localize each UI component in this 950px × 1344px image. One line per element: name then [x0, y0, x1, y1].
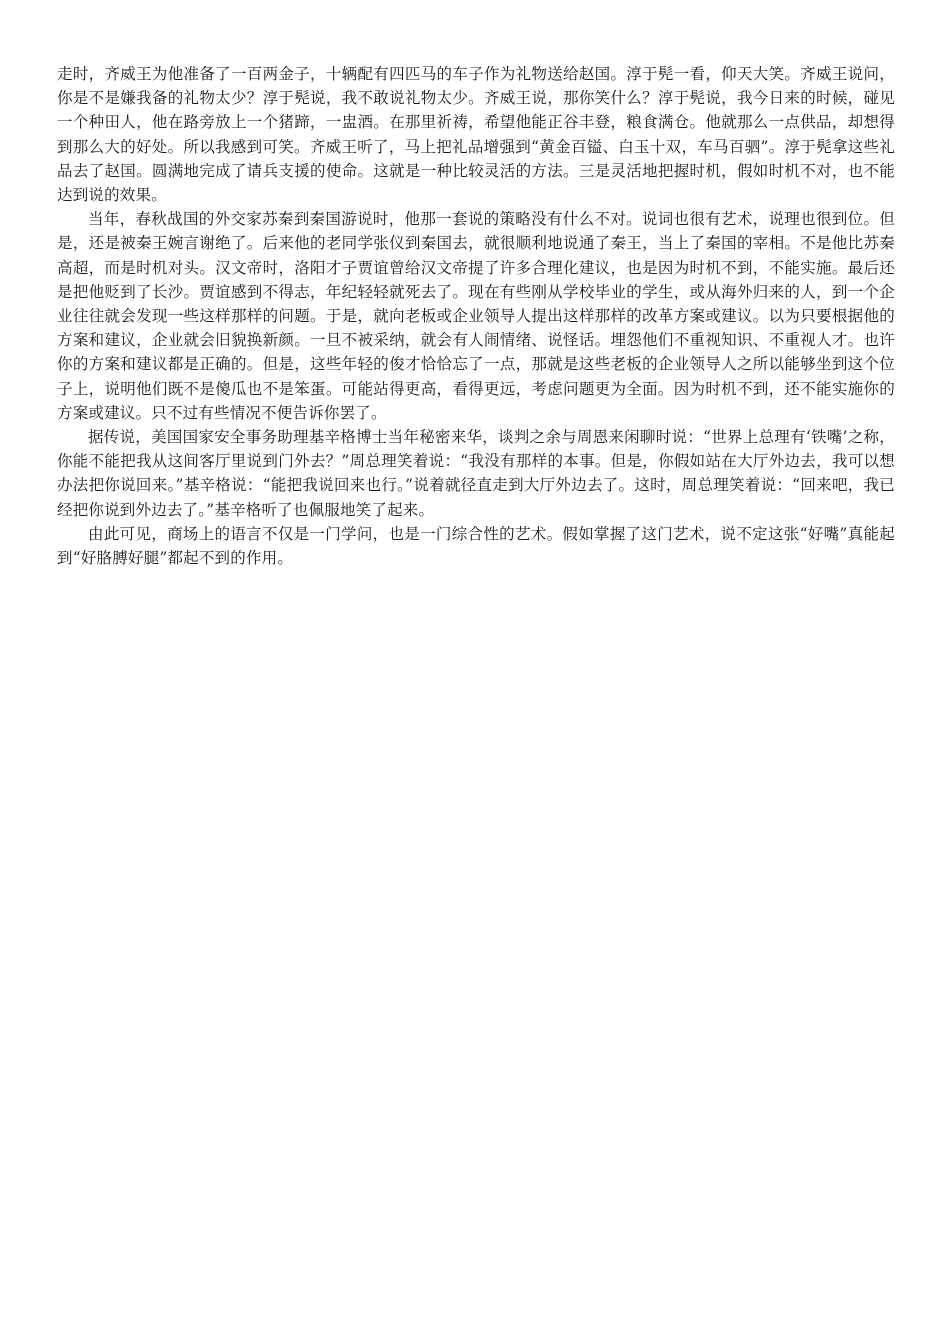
document-page [57, 62, 895, 570]
paragraph-1: 走时，齐威王为他准备了一百两金子，十辆配有四匹马的车子作为礼物送给赵国。淳于髡一看，仰天大笑。齐威王说问，你是不是嫌我备的礼物太少？淳于髡说，我不敢说礼物太少。齐威王说，那你笑什么？淳于髡说，我今日来的时候，碰见一个种田人，他在路旁放上一个猪蹄，一盅酒。在那里祈祷，希望他能正谷丰登，粮食满仓。他就那么一点供品，却想得到那么大的好处。所以我感到可笑。齐威王听了，马上把礼品增强到“黄金百镒、白玉十双，车马百驷”。淳于髡拿这些礼品去了赵国。圆满地完成了请兵支援的使命。这就是一种比较灵活的方法。三是灵活地把握时机，假如时机不对，也不能达到说的效果。 [57, 65, 895, 205]
paragraph-3: 据传说，美国国家安全事务助理基辛格博士当年秘密来华，谈判之余与周恩来闲聊时说：“世界上总理有‘铁嘴’之称，你能不能把我从这间客厅里说到门外去？”周总理笑着说：“我没有那样的本事。但是，你假如站在大厅外边去，我可以想办法把你说回来。”基辛格说：“能把我说回来也行。”说着就径直走到大厅外边去了。这时，周总理笑着说：“回来吧，我已经把你说到外边去了。”基辛格听了也佩服地笑了起来。 [57, 428, 895, 519]
paragraph-2: 当年，春秋战国的外交家苏秦到秦国游说时，他那一套说的策略没有什么不对。说词也很有艺术，说理也很到位。但是，还是被秦王婉言谢绝了。后来他的老同学张仪到秦国去，就很顺利地说通了秦王，当上了秦国的宰相。不是他比苏秦高超，而是时机对头。汉文帝时，洛阳才子贾谊曾给汉文帝提了许多合理化建议，也是因为时机不到，不能实施。最后还是把他贬到了长沙。贾谊感到不得志，年纪轻轻就死去了。现在有些刚从学校毕业的学生，或从海外归来的人，到一个企业往往就会发现一些这样那样的问题。于是，就向老板或企业领导人提出这样那样的改革方案或建议。以为只要根据他的方案和建议，企业就会旧貌换新颜。一旦不被采纳，就会有人闹情绪、说怪话。埋怨他们不重视知识、不重视人才。也许你的方案和建议都是正确的。但是，这些年轻的俊才恰恰忘了一点，那就是这些老板的企业领导人之所以能够坐到这个位子上，说明他们既不是傻瓜也不是笨蛋。可能站得更高，看得更远，考虑问题更为全面。因为时机不到，还不能实施你的方案或建议。只不过有些情况不便告诉你罢了。 [57, 210, 895, 422]
paragraph-4: 由此可见，商场上的语言不仅是一门学问，也是一门综合性的艺术。假如掌握了这门艺术，说不定这张“好嘴”真能起到“好胳膊好腿”都起不到的作用。 [57, 524, 895, 568]
